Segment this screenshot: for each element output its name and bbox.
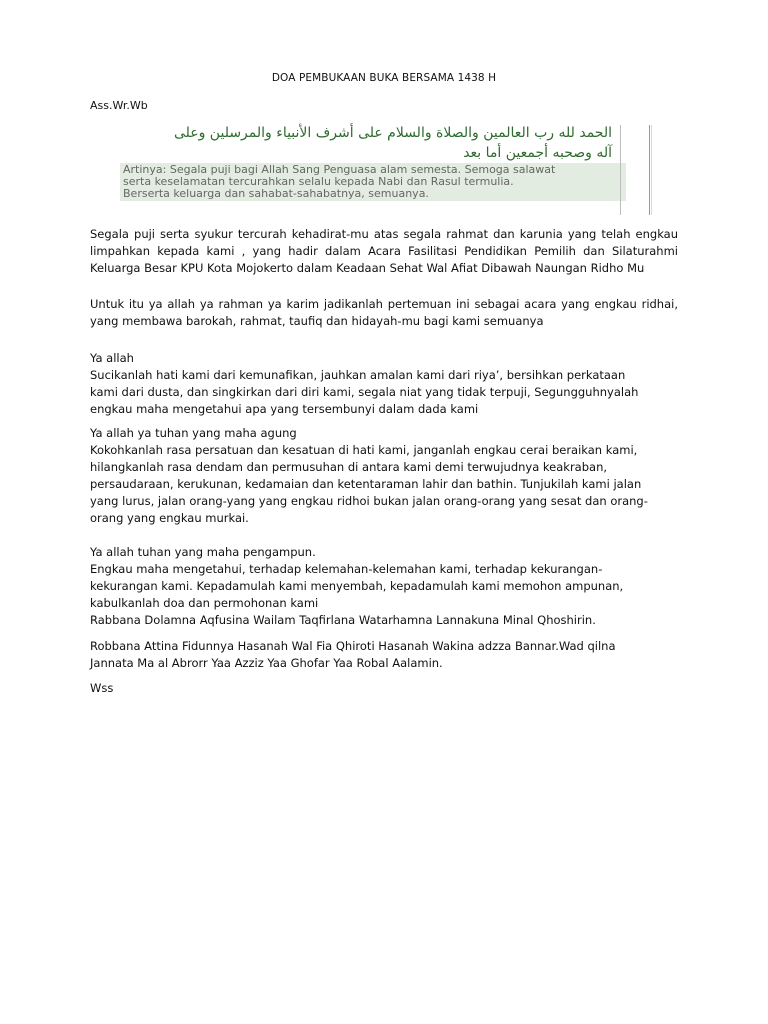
paragraph-robbana: Robbana Attina Fidunnya Hasanah Wal Fia Qhiroti Hasanah Wakina adzza Bannar.Wad qilna Jannata Ma al Abrorr Yaa Azziz Yaa Ghofar Yaa Robal Aalamin. [90, 639, 616, 670]
paragraph-pengampun: Ya allah tuhan yang maha pengampun. Engkau maha mengetahui, terhadap kelemahan-kelemahan kami, terhadap kekurangan- kekurangan kami. Kepadamulah kami menyembah, kepadamulah kami memohon ampunan, kabulkanlah doa dan permohonan kami [90, 544, 678, 612]
paragraph-heading: Ya allah tuhan yang maha pengampun. [90, 545, 316, 559]
image-border-line [651, 125, 652, 215]
paragraph-heading: Ya allah [90, 351, 134, 365]
arabic-line-1: الحمد لله رب العالمين والصلاة والسلام على أشرف الأنبياء والمرسلين وعلى [173, 125, 612, 141]
arabic-line-2: آله وصحبه أجمعين أما بعد [463, 145, 612, 161]
image-border-line [649, 125, 650, 215]
paragraph-rabbana: Rabbana Dolamna Aqfusina Wailam Taqfirlana Watarhamna Lannakuna Minal Qhoshirin. [90, 613, 596, 627]
paragraph-request: Untuk itu ya allah ya rahman ya karim jadikanlah pertemuan ini sebagai acara yang engkau ridhai, yang membawa barokah, rahmat, taufiq dan hidayah-mu bagi kami semuanya [90, 297, 678, 328]
paragraph-heading: Ya allah ya tuhan yang maha agung [90, 426, 297, 440]
paragraph-praise: Segala puji serta syukur tercurah kehadirat-mu atas segala rahmat dan karunia yang telah engkau limpahkan kepada kami , yang hadir dalam Acara Fasilitasi Pendidikan Pemilih dan Silaturahmi Keluarga Besar KPU Kota Mojokerto dalam Keadaan Sehat Wal Afiat Dibawah Naungan Ridho Mu [90, 227, 678, 275]
translation-line: Artinya: Segala puji bagi Allah Sang Penguasa alam semesta. Semoga salawat [123, 163, 556, 176]
image-border-line [620, 125, 621, 215]
document-title: DOA PEMBUKAAN BUKA BERSAMA 1438 H [271, 72, 497, 84]
closing: Wss [90, 681, 114, 695]
translation-line: Berserta keluarga dan sahabat-sahabatnya, semuanya. [123, 187, 429, 200]
paragraph-maha-agung: Ya allah ya tuhan yang maha agung Kokohkanlah rasa persatuan dan kesatuan di hati kami, janganlah engkau cerai beraikan kami, hilangkanlah rasa dendam dan permusuhan di antara kami demi terwujudnya keakraban, persaudaraan, kerukunan, kedamaian dan ketentaraman lahir dan bathin. Tunjukilah kami jalan yang lurus, jalan orang-yang yang engkau ridhoi bukan jalan orang-orang yang sesat dan orang- orang yang engkau murkai. [90, 425, 678, 527]
arabic-translation [120, 163, 626, 201]
greeting: Ass.Wr.Wb [90, 99, 148, 112]
translation-line: serta keselamatan tercurahkan selalu kepada Nabi dan Rasul termulia. [123, 175, 514, 188]
paragraph-ya-allah: Ya allah Sucikanlah hati kami dari kemunafikan, jauhkan amalan kami dari riya’, bersihkan perkataan kami dari dusta, dan singkirkan dari diri kami, segala niat yang tidak terpuji, Segungguhnyalah engkau maha mengetahui apa yang tersembunyi dalam dada kami [90, 350, 678, 418]
